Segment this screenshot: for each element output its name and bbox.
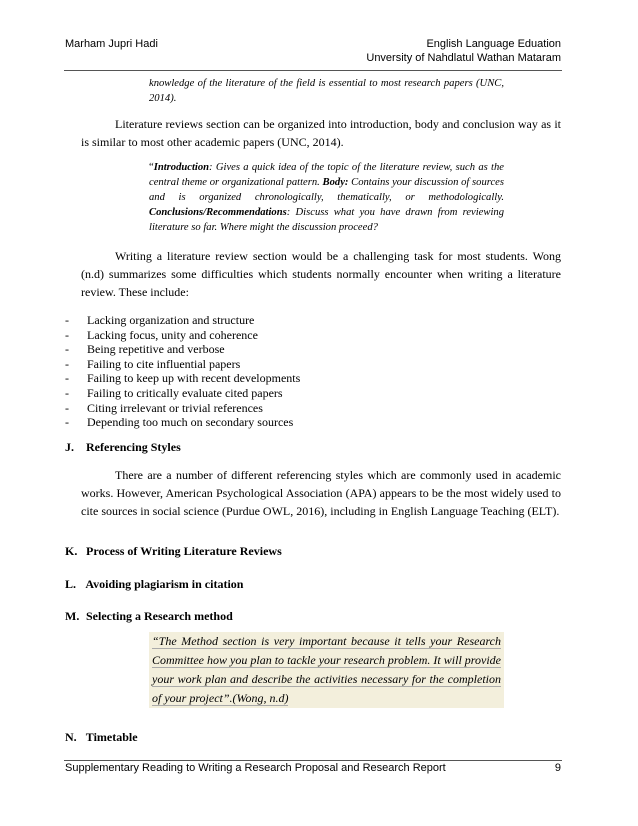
intro-label: Introduction (153, 162, 210, 173)
body-text: Contains your discussion of sources and is organized chronologically, thematically, or methodologically. (149, 177, 505, 203)
difficulties-list (63, 313, 561, 430)
body-label: Body: (322, 177, 349, 188)
section-heading-m: M. Selecting a Research method (65, 609, 233, 623)
footer-title: Supplementary Reading to Writing a Research Proposal and Research Report (65, 762, 446, 774)
list-item: - Failing to critically evaluate cited papers (65, 385, 283, 400)
quote-top: knowledge of the literature of the field is essential to most research papers (UNC, 2014). (149, 78, 504, 104)
paragraph-referencing: There are a number of different referencing styles which are commonly used in academic works. However, American Psychological Association (APA) appears to be the most widely used to cite sources in social science (Purdue OWL, 2016), including in English Language Teaching (ELT). (81, 468, 561, 518)
header-author: Marham Jupri Hadi (65, 38, 158, 50)
page-number: 9 (554, 762, 561, 774)
header-university: Unversity of Nahdlatul Wathan Mataram (366, 52, 561, 64)
section-heading-l: L. Avoiding plagiarism in citation (65, 577, 244, 591)
conclusions-label: Conclusions/Recommendations (149, 207, 287, 218)
section-heading-n: N. Timetable (65, 730, 138, 744)
footer-rule (64, 760, 562, 761)
list-item: - Depending too much on secondary sources (65, 415, 294, 430)
header-rule (64, 70, 562, 71)
list-item: - Lacking organization and structure (65, 313, 255, 327)
quote-structure (149, 160, 504, 235)
list-item: - Failing to keep up with recent developments (65, 371, 301, 386)
quote-open-mark: “ (149, 162, 154, 173)
list-item: - Lacking focus, unity and coherence (65, 327, 258, 342)
list-item: - Citing irrelevant or trivial references (65, 400, 263, 415)
paragraph-difficulties: Writing a literature review section would be a challenging task for most students. Wong (n.d) summarizes some difficulties which students normally encounter when writing a literature review. These include: (81, 249, 561, 299)
quote-method-text: “The Method section is very important because it tells your Research Committee how you plan to tackle your research problem. It will provide your work plan and describe the activities necessary for the completion of your project”.(Wong, n.d) (152, 634, 501, 705)
conclusions-text: : Discuss what you have drawn from reviewing literature so far. Where might the discussion proceed? (149, 207, 504, 233)
list-item: - Being repetitive and verbose (65, 342, 225, 357)
header-affiliation (366, 37, 561, 65)
header-department: English Language Eduation (426, 38, 561, 50)
intro-text: : Gives a quick idea of the topic of the literature review, such as the central theme or organizational pattern. (149, 162, 504, 188)
section-heading-k: K. Process of Writing Literature Reviews (65, 544, 282, 558)
quote-method (149, 632, 504, 708)
page-body (65, 76, 561, 430)
list-item: - Failing to cite influential papers (65, 356, 241, 371)
paragraph-lit-reviews: Literature reviews section can be organized into introduction, body and conclusion way as it is similar to most other academic papers (UNC, 2014). (81, 117, 561, 149)
section-heading-j: J. Referencing Styles (65, 440, 181, 454)
